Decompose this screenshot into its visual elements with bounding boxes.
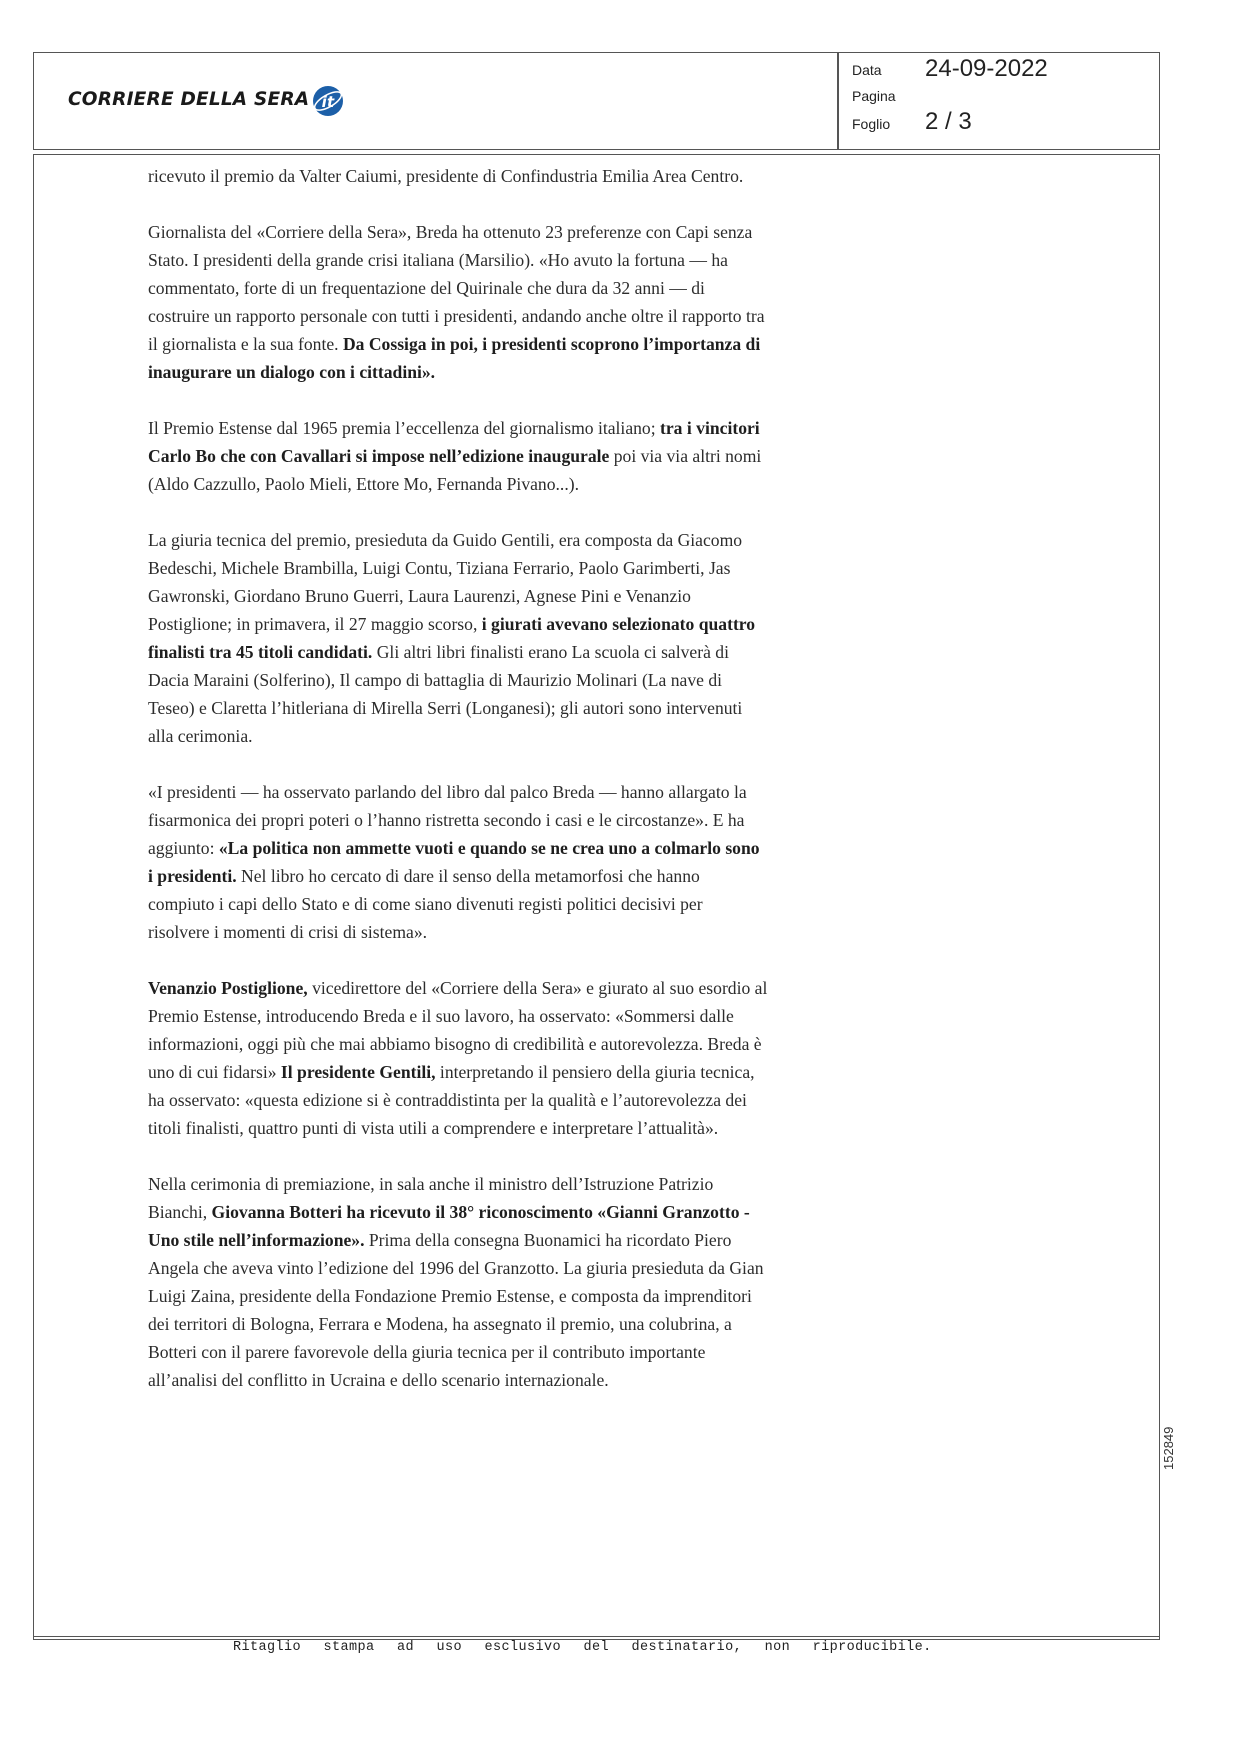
bold-highlight: Giovanna Botteri ha ricevuto il 38° riconoscimento «Gianni Granzotto - Uno stile nell’informazione». bbox=[148, 1202, 750, 1250]
svg-text:it: it bbox=[321, 93, 335, 111]
paragraph: Nella cerimonia di premiazione, in sala anche il ministro dell’Istruzione Patrizio Bianchi, Giovanna Botteri ha ricevuto il 38° riconoscimento «Gianni Granzotto - Uno stile nell’informazione». Prima della consegna Buonamici ha ricordato Piero Angela che aveva vinto l’edizione del 1996 del Granzotto. La giuria presieduta da Gian Luigi Zaina, presidente della Fondazione Premio Estense, e composta da imprenditori dei territori di Bologna, Ferrara e Modena, ha assegnato il premio, una colubrina, a Botteri con il parere favorevole della giuria tecnica per il contributo importante all’analisi del conflitto in Ucraina e dello scenario internazionale. bbox=[148, 1174, 764, 1390]
document-code: 152849 bbox=[1161, 1426, 1176, 1470]
paragraph: ricevuto il premio da Valter Caiumi, presidente di Confindustria Emilia Area Centro. bbox=[148, 166, 744, 186]
newspaper-logo bbox=[68, 80, 345, 118]
page-label: Pagina bbox=[852, 88, 896, 104]
logo-text: CORRIERE DELLA SERA bbox=[68, 88, 310, 110]
sheet-value: 2 / 3 bbox=[925, 108, 972, 135]
date-value: 24-09-2022 bbox=[925, 55, 1048, 82]
paragraph: Il Premio Estense dal 1965 premia l’eccellenza del giornalismo italiano; tra i vincitori Carlo Bo che con Cavallari si impose nell’edizione inaugurale poi via via altri nomi (Aldo Cazzullo, Paolo Mieli, Ettore Mo, Fernanda Pivano...). bbox=[148, 418, 762, 494]
bold-name: Venanzio Postiglione, bbox=[148, 978, 308, 998]
bold-highlight: i giurati avevano selezionato quattro finalisti tra 45 titoli candidati. bbox=[148, 614, 756, 662]
paragraph: Venanzio Postiglione, vicedirettore del «Corriere della Sera» e giurato al suo esordio al Premio Estense, introducendo Breda e il suo lavoro, ha osservato: «Sommersi dalle informazioni, oggi più che mai abbiamo bisogno di credibilità e autorevolezza. Breda è uno di cui fidarsi» Il presidente Gentili, interpretando il pensiero della giuria tecnica, ha osservato: «questa edizione si è contraddistinta per la qualità e l’autorevolezza dei titoli finalisti, quattro punti di vista utili a comprendere e interpretare l’attualità». bbox=[148, 978, 768, 1138]
date-label: Data bbox=[852, 62, 882, 78]
bold-name: Il presidente Gentili, bbox=[280, 1062, 436, 1082]
paragraph: «I presidenti — ha osservato parlando del libro dal palco Breda — hanno allargato la fisarmonica dei propri poteri o l’hanno ristretta secondo i casi e le circostanze». E ha aggiunto: «La politica non ammette vuoti e quando se ne crea uno a colmarlo sono i presidenti. Nel libro ho cercato di dare il senso della metamorfosi che hanno compiuto i capi dello Stato e di come siano divenuti registi politici decisivi per risolvere i momenti di crisi di sistema». bbox=[148, 782, 760, 942]
bold-quote: Da Cossiga in poi, i presidenti scoprono l’importanza di inaugurare un dialogo con i cittadini». bbox=[148, 334, 761, 382]
sheet-label: Foglio bbox=[852, 116, 891, 132]
article-body bbox=[148, 162, 768, 1422]
paragraph: La giuria tecnica del premio, presieduta da Guido Gentili, era composta da Giacomo Bedeschi, Michele Brambilla, Luigi Contu, Tiziana Ferrario, Paolo Garimberti, Jas Gawronski, Giordano Bruno Guerri, Laura Laurenzi, Agnese Pini e Venanzio Postiglione; in primavera, il 27 maggio scorso, i giurati avevano selezionato quattro finalisti tra 45 titoli candidati. Gli altri libri finalisti erano La scuola ci salverà di Dacia Maraini (Solferino), Il campo di battaglia di Maurizio Molinari (La nave di Teseo) e Claretta l’hitleriana di Mirella Serri (Longanesi); gli autori sono intervenuti alla cerimonia. bbox=[148, 530, 756, 746]
footer-disclaimer: Ritaglio stampa ad uso esclusivo del destinatario, non riproducibile. bbox=[233, 1640, 932, 1655]
bold-highlight: tra i vincitori Carlo Bo che con Cavallari si impose nell’edizione inaugurale bbox=[148, 418, 760, 466]
paragraph: Giornalista del «Corriere della Sera», Breda ha ottenuto 23 preferenze con Capi senza Stato. I presidenti della grande crisi italiana (Marsilio). «Ho avuto la fortuna — ha commentato, forte di un frequentazione del Quirinale che dura da 32 anni — di costruire un rapporto personale con tutti i presidenti, andando anche oltre il rapporto tra il giornalista e la sua fonte. Da Cossiga in poi, i presidenti scoprono l’importanza di inaugurare un dialogo con i cittadini». bbox=[148, 222, 765, 382]
logo-it-icon bbox=[311, 84, 345, 118]
bold-quote: «La politica non ammette vuoti e quando se ne crea uno a colmarlo sono i presidenti. bbox=[148, 838, 760, 886]
footer-divider bbox=[33, 1636, 1160, 1637]
